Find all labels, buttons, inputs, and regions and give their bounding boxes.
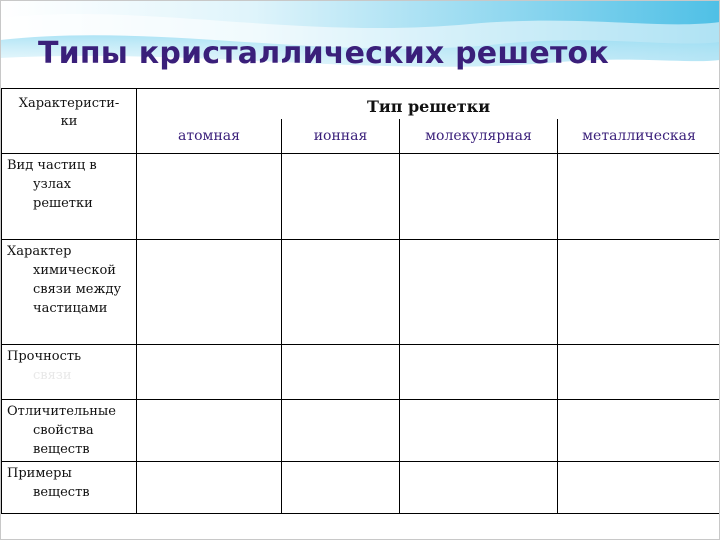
- empty-cell: [137, 462, 282, 514]
- row-label-line: решетки: [33, 196, 93, 211]
- row-label-line: связи: [33, 368, 72, 383]
- row-label-line: Характер: [7, 244, 72, 259]
- column-metallic: металлическая: [558, 119, 720, 154]
- empty-cell: [137, 345, 282, 400]
- table-row: [2, 154, 720, 240]
- row-label-line: частицами: [33, 301, 108, 316]
- empty-cell: [137, 400, 282, 462]
- table-row: [2, 400, 720, 462]
- row-label-line: Прочность: [7, 349, 82, 364]
- empty-cell: [282, 400, 400, 462]
- row-label-line: Примеры: [7, 466, 72, 481]
- empty-cell: [558, 462, 720, 514]
- row-label-line: свойства: [33, 423, 94, 438]
- empty-cell: [282, 462, 400, 514]
- row-label-line: веществ: [33, 442, 90, 457]
- table-row: [2, 240, 720, 345]
- empty-cell: [400, 345, 558, 400]
- header-characteristics-line: Характеристи-: [18, 96, 120, 111]
- empty-cell: [400, 240, 558, 345]
- column-molecular: молекулярная: [400, 119, 558, 154]
- empty-cell: [282, 345, 400, 400]
- row-label-line: веществ: [33, 485, 90, 500]
- row-label-examples: [2, 462, 137, 514]
- row-label-bond-strength: [2, 345, 137, 400]
- empty-cell: [558, 400, 720, 462]
- empty-cell: [400, 400, 558, 462]
- row-label-line: узлах: [33, 177, 72, 192]
- empty-cell: [400, 462, 558, 514]
- empty-cell: [558, 154, 720, 240]
- crystal-lattice-table: [1, 88, 720, 514]
- empty-cell: [558, 345, 720, 400]
- column-ionic: ионная: [282, 119, 400, 154]
- row-label-line: химической: [33, 263, 116, 278]
- empty-cell: [558, 240, 720, 345]
- header-lattice-type: Тип решетки: [137, 89, 720, 120]
- row-label-particle-type: [2, 154, 137, 240]
- row-label-bond-character: [2, 240, 137, 345]
- header-characteristics: [2, 89, 137, 154]
- table-row: [2, 462, 720, 514]
- column-atomic: атомная: [137, 119, 282, 154]
- slide-title: Типы кристаллических решеток: [38, 36, 609, 71]
- empty-cell: [137, 240, 282, 345]
- row-label-distinctive-properties: [2, 400, 137, 462]
- header-characteristics-line: ки: [60, 114, 78, 129]
- row-label-line: Отличительные: [7, 404, 116, 419]
- empty-cell: [400, 154, 558, 240]
- row-label-line: связи между: [33, 282, 122, 297]
- table-row: [2, 345, 720, 400]
- empty-cell: [282, 240, 400, 345]
- empty-cell: [137, 154, 282, 240]
- empty-cell: [282, 154, 400, 240]
- row-label-line: Вид частиц в: [7, 158, 97, 173]
